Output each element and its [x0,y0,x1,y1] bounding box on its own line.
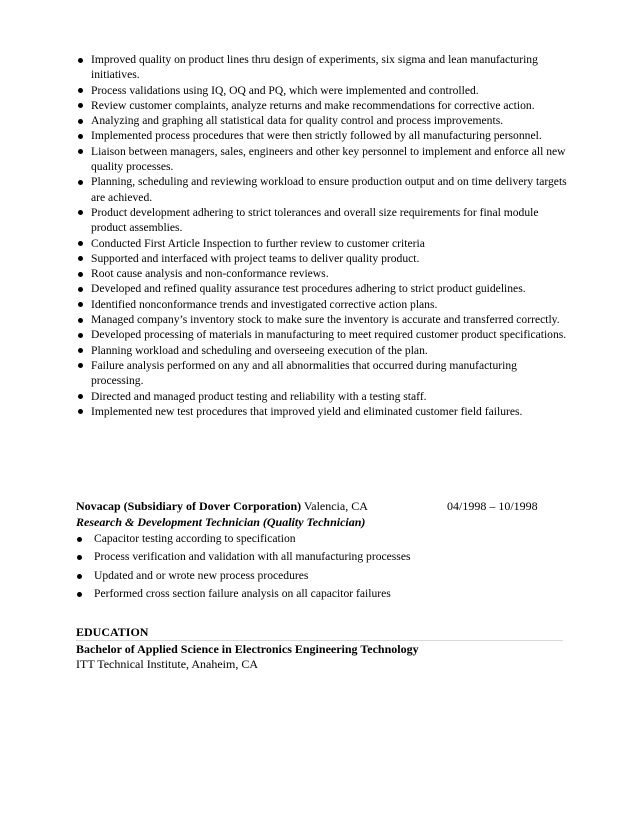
list-item [91,174,569,205]
bullet-text: Performed cross section failure analysis on all capacitor failures [94,586,391,600]
section-divider [76,640,563,641]
bullet-icon [78,241,83,246]
list-item [94,530,564,548]
list-item [94,585,564,603]
list-item [91,404,569,419]
bullet-icon [78,88,83,93]
bullet-icon [78,119,83,124]
list-item [91,297,569,312]
job-dates: 04/1998 – 10/1998 [447,499,538,513]
bullet-icon [77,537,82,542]
bullet-text: Managed company’s inventory stock to make sure the inventory is accurate and transferred correctly. [91,313,560,327]
bullet-text: Analyzing and graphing all statistical data for quality control and process improvements. [91,114,504,128]
bullet-icon [78,134,83,139]
bullet-icon [78,394,83,399]
bullet-icon [77,555,82,560]
bullet-icon [77,574,82,579]
bullet-text: Root cause analysis and non-conformance reviews. [91,267,329,281]
list-item [91,128,569,143]
list-item [91,251,569,266]
bullet-icon [78,348,83,353]
bullet-text: Process validations using IQ, OQ and PQ, which were implemented and controlled. [91,83,479,97]
bullet-text: Review customer complaints, analyze returns and make recommendations for corrective action. [91,98,535,112]
bullet-text: Updated and or wrote new process procedures [94,568,309,582]
bullet-icon [78,103,83,108]
bullet-text: Implemented process procedures that were then strictly followed by all manufacturing personnel. [91,129,542,143]
job-location: Valencia, CA [301,499,368,513]
bullet-text: Identified nonconformance trends and investigated corrective action plans. [91,297,438,311]
list-item [91,52,569,83]
bullet-text: Product development adhering to strict tolerances and overall size requirements for final module product assemblies. [91,205,539,235]
bullet-text: Directed and managed product testing and reliability with a testing staff. [91,389,427,403]
list-item [91,358,569,389]
list-item [91,236,569,251]
bullet-icon [78,149,83,154]
experience-bullet-list [91,52,569,419]
bullet-icon [78,318,83,323]
bullet-icon [78,409,83,414]
list-item [91,343,569,358]
list-item [91,83,569,98]
list-item [91,327,569,342]
bullet-icon [78,333,83,338]
degree-title: Bachelor of Applied Science in Electronics Engineering Technology [76,642,419,656]
list-item [91,144,569,175]
education-heading: EDUCATION [76,625,149,639]
school-name: ITT Technical Institute, Anaheim, CA [76,657,259,671]
list-item [91,281,569,296]
bullet-icon [78,58,83,63]
bullet-text: Developed and refined quality assurance test procedures adhering to strict product guidelines. [91,282,526,296]
job-header [76,499,556,514]
bullet-text: Capacitor testing according to specification [94,532,296,545]
bullet-text: Supported and interfaced with project teams to deliver quality product. [91,251,420,265]
bullet-icon [78,272,83,277]
job-title: Research & Development Technician (Quality Technician) [76,515,366,529]
list-item [91,205,569,236]
bullet-icon [78,287,83,292]
list-item [94,567,564,585]
bullet-icon [78,363,83,368]
bullet-text: Process verification and validation with all manufacturing processes [94,550,411,564]
bullet-text: Liaison between managers, sales, engineers and other key personnel to implement and enforce all new quality processes. [91,144,566,174]
bullet-text: Implemented new test procedures that improved yield and eliminated customer field failures. [91,404,523,418]
list-item [91,113,569,128]
bullet-icon [78,210,83,215]
list-item [91,312,569,327]
bullet-text: Planning workload and scheduling and overseeing execution of the plan. [91,343,428,357]
bullet-text: Failure analysis performed on any and all abnormalities that occurred during manufacturing processing. [91,358,517,388]
bullet-text: Improved quality on product lines thru design of experiments, six sigma and lean manufacturing initiatives. [91,53,538,82]
bullet-text: Developed processing of materials in manufacturing to meet required customer product specifications. [91,328,567,342]
list-item [94,548,564,566]
bullet-icon [78,180,83,185]
bullet-icon [78,256,83,261]
job-bullet-list [94,530,564,603]
company-name: Novacap (Subsidiary of Dover Corporation) [76,499,302,513]
list-item [91,266,569,281]
bullet-icon [77,592,82,597]
bullet-icon [78,302,83,307]
bullet-text: Conducted First Article Inspection to further review to customer criteria [91,236,425,250]
list-item [91,98,569,113]
bullet-text: Planning, scheduling and reviewing workload to ensure production output and on time delivery targets are achieved. [91,175,567,204]
list-item [91,389,569,404]
